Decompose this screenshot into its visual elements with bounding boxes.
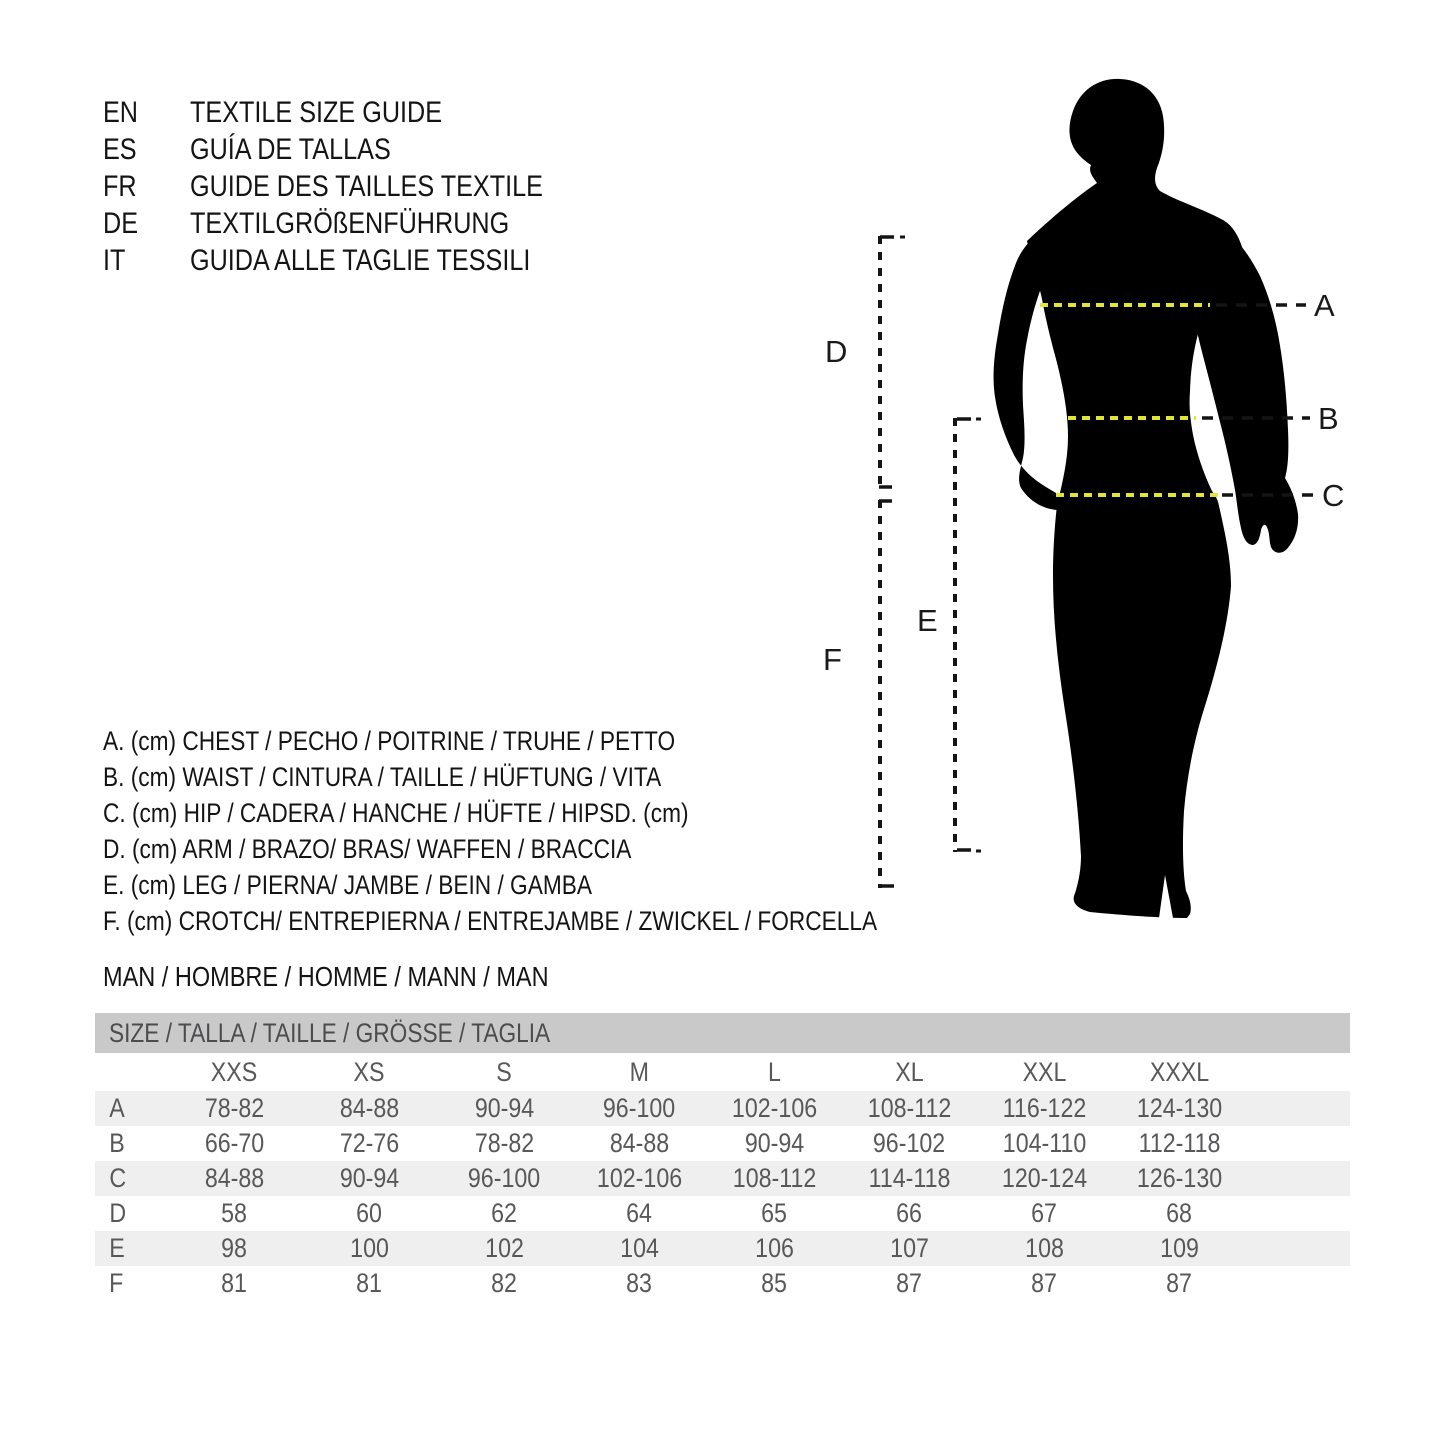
- row-label-text: C: [109, 1163, 127, 1193]
- size-value-text: 82: [491, 1268, 518, 1298]
- size-value-text: 78-82: [204, 1093, 265, 1123]
- size-value-text: 107: [890, 1233, 929, 1263]
- size-value: [437, 1093, 572, 1124]
- size-table-row-e: [95, 1231, 1350, 1266]
- size-column-header: [572, 1057, 707, 1088]
- size-value: [707, 1198, 842, 1229]
- size-value-text: 126-130: [1136, 1163, 1223, 1193]
- size-value: [842, 1198, 977, 1229]
- size-value-text: 67: [1031, 1198, 1058, 1228]
- size-value-text: 66: [896, 1198, 923, 1228]
- size-value: [572, 1163, 707, 1194]
- size-value-text: 81: [221, 1268, 248, 1298]
- size-value: [977, 1093, 1112, 1124]
- size-value: [167, 1128, 302, 1159]
- size-value: [1112, 1198, 1247, 1229]
- language-title: [190, 205, 610, 242]
- size-value-text: 100: [350, 1233, 389, 1263]
- size-value-text: 96-100: [468, 1163, 541, 1193]
- size-value: [707, 1093, 842, 1124]
- size-column-header-text: XXL: [1022, 1056, 1067, 1087]
- language-row-en: [103, 94, 610, 131]
- row-label: [95, 1163, 167, 1194]
- size-column-header: [1112, 1057, 1247, 1088]
- size-value: [842, 1163, 977, 1194]
- size-value-text: 65: [761, 1198, 788, 1228]
- size-value: [167, 1198, 302, 1229]
- size-value-text: 90-94: [474, 1093, 535, 1123]
- man-silhouette: [994, 79, 1299, 918]
- marker-label-e: E: [917, 603, 938, 638]
- language-code-text: FR: [103, 170, 137, 203]
- row-label-text: A: [109, 1093, 125, 1123]
- size-value: [1112, 1233, 1247, 1264]
- size-value-text: 102: [485, 1233, 524, 1263]
- size-table-row-c: [95, 1161, 1350, 1196]
- size-table-title-bar: [95, 1013, 1350, 1053]
- size-value: [437, 1233, 572, 1264]
- legend-item-f-text: F. (cm) CROTCH/ ENTREPIERNA / ENTREJAMBE / ZWICKEL / FORCELLA: [103, 906, 878, 936]
- size-value: [977, 1268, 1112, 1299]
- size-value-text: 85: [761, 1268, 788, 1298]
- size-value-text: 84-88: [339, 1093, 400, 1123]
- size-value-text: 96-102: [873, 1128, 946, 1158]
- row-label: [95, 1128, 167, 1159]
- size-value-text: 108-112: [867, 1093, 952, 1123]
- size-value-text: 90-94: [744, 1128, 805, 1158]
- language-title-text: GUÍA DE TALLAS: [190, 133, 391, 166]
- size-column-header: [707, 1057, 842, 1088]
- size-value: [437, 1163, 572, 1194]
- row-label-text: B: [109, 1128, 125, 1158]
- size-value-text: 102-106: [596, 1163, 683, 1193]
- legend-item-b: [103, 759, 1025, 795]
- language-code: [103, 242, 190, 279]
- size-table-title-text: SIZE / TALLA / TAILLE / GRÖSSE / TAGLIA: [109, 1018, 551, 1048]
- marker-label-a: A: [1314, 288, 1335, 323]
- size-value-text: 98: [221, 1233, 248, 1263]
- size-column-header: [842, 1057, 977, 1088]
- size-value-text: 87: [1166, 1268, 1193, 1298]
- size-value-text: 112-118: [1138, 1128, 1221, 1158]
- size-value: [1112, 1093, 1247, 1124]
- size-value: [1112, 1268, 1247, 1299]
- size-value: [572, 1128, 707, 1159]
- legend-item-d: [103, 831, 1025, 867]
- size-table-body: [95, 1091, 1350, 1301]
- language-title: [190, 94, 610, 131]
- size-column-header-text: XXXL: [1149, 1056, 1210, 1087]
- size-table-row-d: [95, 1196, 1350, 1231]
- size-value-text: 72-76: [339, 1128, 400, 1158]
- row-label-text: D: [109, 1198, 127, 1228]
- size-value-text: 66-70: [204, 1128, 265, 1158]
- row-label-text: F: [109, 1268, 124, 1298]
- language-title-text: TEXTILE SIZE GUIDE: [190, 96, 443, 129]
- row-label: [95, 1268, 167, 1299]
- marker-label-d: D: [825, 334, 848, 369]
- size-value: [707, 1163, 842, 1194]
- size-value-text: 96-100: [603, 1093, 676, 1123]
- size-column-header-text: L: [768, 1056, 781, 1087]
- size-value-text: 68: [1166, 1198, 1193, 1228]
- legend-item-a-text: A. (cm) CHEST / PECHO / POITRINE / TRUHE / PETTO: [103, 726, 676, 756]
- size-value: [302, 1233, 437, 1264]
- size-header-row: [95, 1053, 1350, 1091]
- legend-item-f: [103, 903, 1025, 939]
- size-value: [977, 1163, 1112, 1194]
- size-value-text: 120-124: [1001, 1163, 1088, 1193]
- size-value-text: 116-122: [1002, 1093, 1087, 1123]
- size-value: [842, 1093, 977, 1124]
- legend-item-b-text: B. (cm) WAIST / CINTURA / TAILLE / HÜFTUNG / VITA: [103, 762, 662, 792]
- size-table: [95, 1013, 1350, 1301]
- size-value-text: 108: [1025, 1233, 1064, 1263]
- size-value: [437, 1128, 572, 1159]
- size-value-text: 102-106: [731, 1093, 818, 1123]
- size-value: [167, 1093, 302, 1124]
- size-value: [707, 1128, 842, 1159]
- size-value: [842, 1233, 977, 1264]
- language-title: [190, 168, 610, 205]
- size-column-header: [302, 1057, 437, 1088]
- language-code-text: ES: [103, 133, 137, 166]
- language-row-fr: [103, 168, 610, 205]
- size-value: [572, 1268, 707, 1299]
- row-label: [95, 1093, 167, 1124]
- row-label: [95, 1233, 167, 1264]
- size-value: [167, 1233, 302, 1264]
- language-title-text: GUIDA ALLE TAGLIE TESSILI: [190, 244, 531, 277]
- size-value: [302, 1163, 437, 1194]
- size-value: [302, 1268, 437, 1299]
- size-value: [842, 1128, 977, 1159]
- size-value-text: 84-88: [609, 1128, 670, 1158]
- size-column-header: [437, 1057, 572, 1088]
- size-value: [437, 1268, 572, 1299]
- size-value: [707, 1233, 842, 1264]
- gender-line-text: MAN / HOMBRE / HOMME / MANN / MAN: [103, 961, 549, 992]
- measurement-legend: [103, 723, 1025, 939]
- size-value: [572, 1198, 707, 1229]
- size-column-header: [977, 1057, 1112, 1088]
- size-value-text: 104-110: [1002, 1128, 1087, 1158]
- size-column-header-text: XXS: [211, 1056, 258, 1087]
- size-value-text: 78-82: [474, 1128, 535, 1158]
- language-code: [103, 94, 190, 131]
- language-row-it: [103, 242, 610, 279]
- size-value: [572, 1093, 707, 1124]
- legend-item-c: [103, 795, 1025, 831]
- size-value: [437, 1198, 572, 1229]
- language-code-text: EN: [103, 96, 139, 129]
- legend-item-c-text: C. (cm) HIP / CADERA / HANCHE / HÜFTE / HIPSD. (cm): [103, 798, 689, 828]
- size-value: [977, 1233, 1112, 1264]
- legend-item-e: [103, 867, 1025, 903]
- size-column-header-text: S: [496, 1056, 513, 1087]
- size-value-text: 87: [1031, 1268, 1058, 1298]
- size-value: [977, 1198, 1112, 1229]
- gender-line: [103, 959, 633, 995]
- size-value: [302, 1093, 437, 1124]
- size-table-row-a: [95, 1091, 1350, 1126]
- size-value: [167, 1268, 302, 1299]
- language-title: [190, 131, 610, 168]
- size-value: [1112, 1128, 1247, 1159]
- legend-item-d-text: D. (cm) ARM / BRAZO/ BRAS/ WAFFEN / BRACCIA: [103, 834, 632, 864]
- size-value: [842, 1268, 977, 1299]
- size-value: [302, 1128, 437, 1159]
- size-column-header-text: M: [629, 1056, 650, 1087]
- size-value-text: 124-130: [1136, 1093, 1223, 1123]
- row-label-text: E: [109, 1233, 125, 1263]
- size-column-header-text: XS: [354, 1056, 385, 1087]
- marker-label-c: C: [1322, 478, 1345, 513]
- language-code: [103, 131, 190, 168]
- size-value-text: 109: [1160, 1233, 1199, 1263]
- language-title-list: [103, 94, 610, 279]
- language-code-text: DE: [103, 207, 139, 240]
- language-title-text: TEXTILGRÖßENFÜHRUNG: [190, 207, 510, 240]
- size-value-text: 108-112: [732, 1163, 817, 1193]
- language-code: [103, 168, 190, 205]
- size-value: [572, 1233, 707, 1264]
- size-value: [977, 1128, 1112, 1159]
- marker-label-b: B: [1318, 401, 1339, 436]
- size-value-text: 83: [626, 1268, 653, 1298]
- size-table-row-f: [95, 1266, 1350, 1301]
- size-value-text: 81: [356, 1268, 383, 1298]
- size-column-header: [167, 1057, 302, 1088]
- size-value-text: 62: [491, 1198, 518, 1228]
- size-value-text: 87: [896, 1268, 923, 1298]
- size-value-text: 90-94: [339, 1163, 400, 1193]
- size-value: [167, 1163, 302, 1194]
- language-code-text: IT: [103, 244, 126, 277]
- language-title-text: GUIDE DES TAILLES TEXTILE: [190, 170, 543, 203]
- size-value-text: 58: [221, 1198, 248, 1228]
- row-label: [95, 1198, 167, 1229]
- size-value: [1112, 1163, 1247, 1194]
- size-value: [302, 1198, 437, 1229]
- size-value-text: 114-118: [868, 1163, 951, 1193]
- size-value-text: 60: [356, 1198, 383, 1228]
- language-title: [190, 242, 610, 279]
- language-row-de: [103, 205, 610, 242]
- size-table-row-b: [95, 1126, 1350, 1161]
- size-value-text: 106: [755, 1233, 794, 1263]
- legend-item-a: [103, 723, 1025, 759]
- marker-label-f: F: [823, 642, 842, 677]
- language-code: [103, 205, 190, 242]
- size-value-text: 64: [626, 1198, 653, 1228]
- size-column-header-text: XL: [895, 1056, 924, 1087]
- language-row-es: [103, 131, 610, 168]
- size-value-text: 104: [620, 1233, 659, 1263]
- legend-item-e-text: E. (cm) LEG / PIERNA/ JAMBE / BEIN / GAMBA: [103, 870, 592, 900]
- size-value-text: 84-88: [204, 1163, 265, 1193]
- size-value: [707, 1268, 842, 1299]
